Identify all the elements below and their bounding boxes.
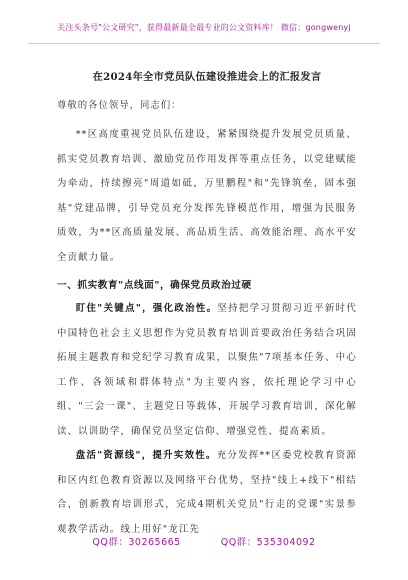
footer-qq-group-1: QQ群：30265665: [92, 537, 181, 548]
top-banner-notice: 关注头条号"公文研究"，获得最新最全最专业的公文资料库！ 微信：gongwenyj: [57, 23, 351, 32]
salutation: 尊敬的各位领导，同志们：: [57, 100, 182, 111]
section-heading-1: 一、抓实教育"点线面"，确保党员政治过硬: [57, 280, 252, 291]
header-divider: [28, 43, 380, 44]
paragraph-lead: 盯住"关键点"，强化政治性。: [75, 303, 218, 314]
document-title: 在2024年全市党员队伍建设推进会上的汇报发言: [92, 71, 322, 83]
paragraph-resource-line: [57, 444, 357, 542]
document-body: [57, 60, 357, 542]
footer-contact: [0, 534, 408, 548]
intro-paragraph: **区高度重视党员队伍建设，紧紧围绕提升发展党员质量、抓实党员教育培训、激励党员作用发挥等重点任务，以党建赋能为牵动，持续擦亮"周道如砥，万里鹏程"和"先锋筑垒，固本强基"党建品牌，引导党员充分发挥先锋模范作用，增强为民服务质效，为**区高质量发展、高品质生活、高效能治理、高水平安全贡献力量。: [57, 129, 357, 263]
footer-qq-group-2: QQ群：535304092: [220, 537, 316, 548]
paragraph-text: 坚持把学习贯彻习近平新时代中国特色社会主义思想作为党员教育培训首要政治任务结合巩固拓展主题教育和党纪学习教育成果，以聚焦"7项基本任务、中心工作、各领域和群体特点"为主要内容，依托理论学习中心组、"三会一课"、主题党日等载体，开展学习教育培训，深化解读、以训助学，确保党员坚定信仰、增强党性、提高素质。: [57, 303, 357, 437]
paragraph-text: 充分发挥**区委党校教育资源和区内红色教育资源以及网络平台优势，坚持"线上+线下"相结合，创新教育培训形式，完成4期机关党员"行走的党课"实景参观教学活动。线上用好"龙江先: [57, 450, 357, 535]
paragraph-lead: 盘活"资源线"，提升实效性。: [75, 450, 217, 461]
paragraph-key-point: [57, 297, 357, 444]
